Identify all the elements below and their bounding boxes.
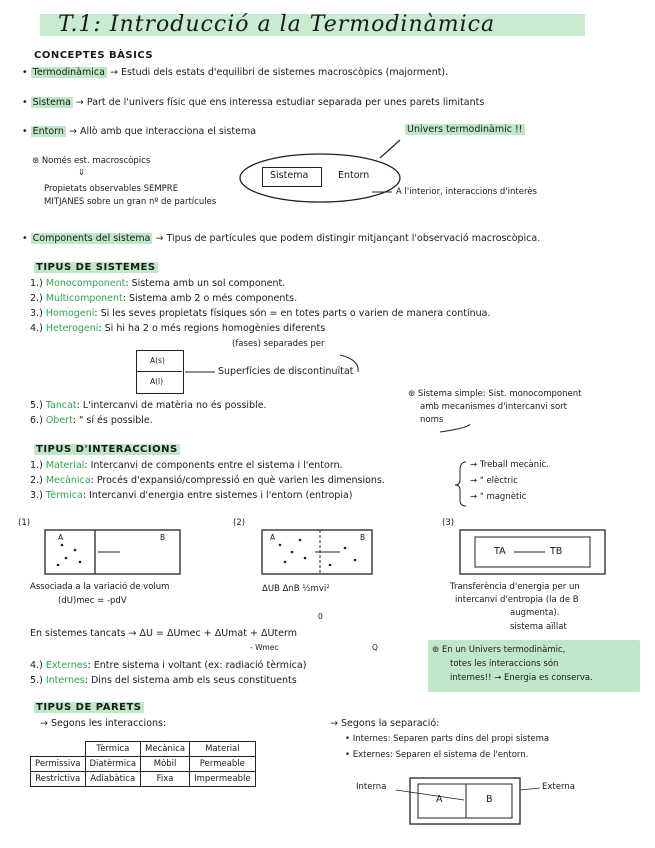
system-item-1: 1.) Monocomponent: Sistema amb un sol component. (30, 278, 286, 289)
term-entorn: Entorn (32, 126, 64, 137)
interaction-item-2: 2.) Mecànica: Procés d'expansió/compressió en què varien les dimensions. (30, 475, 385, 486)
sep-item-1: • Internes: Separen parts dins del propi sistema (345, 734, 550, 744)
right-item-3: → " magnètic (470, 492, 527, 502)
diag1-label-a: A (58, 533, 64, 542)
diag2-label-a: A (270, 533, 276, 542)
term-components: Components del sistema (32, 233, 151, 244)
diag1-label-b: B (160, 533, 166, 542)
section-interactions-text: TIPUS D'INTERACCIONS (36, 444, 178, 455)
right-item-1: → Treball mecànic. (470, 460, 549, 470)
eq-under-2: Q (372, 643, 378, 652)
diag3-ta: TA (494, 546, 506, 557)
section-walls (34, 702, 144, 713)
table-cell: Impermeable (190, 772, 255, 787)
caption3-line2: intercanvi d'entropia (la de B (455, 595, 579, 605)
walls-table (30, 741, 256, 787)
superficies-label: Superfícies de discontinuïtat (218, 366, 354, 377)
univers-note-1: ⊛ En un Univers termodinàmic, (432, 645, 566, 655)
caption3-line3: augmenta). (510, 608, 560, 618)
table-header-row (31, 742, 256, 757)
diag1-num: (1) (18, 518, 31, 528)
def-termodinamica: Estudi dels estats d'equilibri de sistemes macroscòpics (majorment). (120, 67, 449, 78)
def-sistema: Part de l'univers físic que ens interessa estudiar separada per unes parets limitants (86, 97, 485, 108)
table-cell: Permissiva (31, 757, 86, 772)
table-cell: Mòbil (141, 757, 190, 772)
table-cell: Fixa (141, 772, 190, 787)
univers-text: Univers termodinàmic !! (407, 124, 523, 135)
univers-note-2: totes les interaccions són (450, 659, 559, 669)
caption2: ΔUB ΔnB ½mvi² (262, 584, 330, 594)
walls-box-b: B (486, 794, 493, 805)
brace (455, 462, 466, 506)
phase-divider (136, 371, 182, 372)
basics-components: • Components del sistema → Tipus de partícules que podem distingir mitjançant l'observació macroscòpica. (22, 233, 541, 244)
walls-external-label: Externa (542, 782, 575, 792)
term-termodinamica: Termodinàmica (32, 67, 105, 78)
phase-a: A(s) (150, 356, 165, 365)
system-item-4: 4.) Heterogeni: Si hi ha 2 o més regions homogènies diferents (30, 323, 326, 334)
arrow-down-icon: ⇓ (78, 168, 86, 178)
right-item-2: → " elèctric (470, 476, 518, 486)
section-systems (34, 262, 158, 273)
diagram-entorn: Entorn (338, 170, 370, 181)
fases-note: (fases) separades per (232, 339, 325, 349)
interna-pointer (396, 790, 464, 800)
closed-equation: En sistemes tancats → ΔU = ΔUmec + ΔUmat + ΔUterm (30, 628, 297, 639)
section-walls-text: TIPUS DE PARETS (36, 702, 142, 713)
diag2-num: (2) (233, 518, 246, 528)
basics-sistema: • Sistema → Part de l'univers físic que ens interessa estudiar separada per unes parets limitants (22, 97, 485, 108)
table-header-cell (31, 742, 86, 757)
simple-arrow (440, 424, 470, 432)
table-header-cell: Mecànica (141, 742, 190, 757)
eq-under-1: - Wmec (250, 643, 279, 652)
table-header-cell: Material (190, 742, 255, 757)
table-cell: Permeable (190, 757, 255, 772)
table-cell: Restrictiva (31, 772, 86, 787)
simple-note-2: amb mecanismes d'intercanvi sort (420, 402, 567, 412)
interaction-item-3: 3.) Tèrmica: Intercanvi d'energia entre sistemes i l'entorn (entropia) (30, 490, 353, 501)
interaction-item-4: 4.) Externes: Entre sistema i voltant (ex: radiació tèrmica) (30, 660, 307, 671)
term-sistema: Sistema (32, 97, 71, 108)
simple-note-1: ⊛ Sistema simple: Sist. monocomponent (408, 389, 582, 399)
prop-line1: Propietats observables SEMPRE (44, 184, 179, 194)
diag2-label-b: B (360, 533, 366, 542)
caption1-line2: (dU)mec = -pdV (58, 596, 127, 606)
walls-by-interactions: → Segons les interaccions: (40, 718, 167, 729)
prop-line2: MITJANES sobre un gran nº de partícules (44, 197, 217, 207)
diagram-sistema: Sistema (270, 170, 309, 181)
section-basics: CONCEPTES BÀSICS (34, 50, 154, 61)
caption3-line1: Transferència d'energia per un (450, 582, 580, 592)
macro-note: ⊛ Només est. macroscòpics (32, 156, 151, 166)
caption1-line1: Associada a la variació de volum (30, 582, 170, 592)
table-row (31, 757, 256, 772)
externa-pointer (520, 788, 540, 790)
table-header-cell: Tèrmica (85, 742, 141, 757)
walls-box-a: A (436, 794, 443, 805)
diag3-tb: TB (550, 546, 563, 557)
walls-by-separation: → Segons la separació: (330, 718, 440, 729)
system-item-3: 3.) Homogeni: Si les seves propietats físiques són = en totes parts o varien de manera contínua. (30, 308, 491, 319)
macro-note-text: Només est. macroscòpics (41, 156, 151, 166)
interior-note: A l'interior, interaccions d'interès (396, 187, 537, 197)
caption3-line4: sistema aïllat (510, 622, 567, 632)
page-title: T.1: Introducció a la Termodinàmica (58, 12, 496, 37)
interaction-item-5: 5.) Internes: Dins del sistema amb els seus constituents (30, 675, 297, 686)
walls-outer (410, 778, 520, 824)
sep-item-2: • Externes: Separen el sistema de l'entorn. (345, 750, 529, 760)
section-systems-text: TIPUS DE SISTEMES (36, 262, 156, 273)
table-cell: Adiabàtica (85, 772, 141, 787)
walls-internal-label: Interna (356, 782, 387, 792)
system-item-6: 6.) Obert: " sí és possible. (30, 415, 153, 426)
table-cell: Diatèrmica (85, 757, 141, 772)
interaction-item-1: 1.) Material: Intercanvi de components entre el sistema i l'entorn. (30, 460, 343, 471)
system-item-5: 5.) Tancat: L'intercanvi de matèria no és possible. (30, 400, 267, 411)
table-row (31, 772, 256, 787)
simple-note-3: noms (420, 415, 444, 425)
basics-entorn: • Entorn → Allò amb que interacciona el sistema (22, 126, 257, 137)
system-item-2: 2.) Multicomponent: Sistema amb 2 o més components. (30, 293, 298, 304)
def-entorn: Allò amb que interacciona el sistema (79, 126, 257, 137)
section-interactions (34, 444, 180, 455)
walls-inner (418, 784, 512, 818)
eq-zero: 0 (318, 612, 323, 621)
phase-b: A(l) (150, 377, 164, 386)
diag3-num: (3) (442, 518, 455, 528)
univers-note-3: internes!! → Energia es conserva. (450, 673, 593, 683)
basics-termo: • Termodinàmica → Estudi dels estats d'equilibri de sistemes macroscòpics (majorment). (22, 67, 449, 78)
def-components: Tipus de partícules que podem distingir mitjançant l'observació macroscòpica. (166, 233, 541, 244)
univers-arrow (380, 140, 400, 158)
